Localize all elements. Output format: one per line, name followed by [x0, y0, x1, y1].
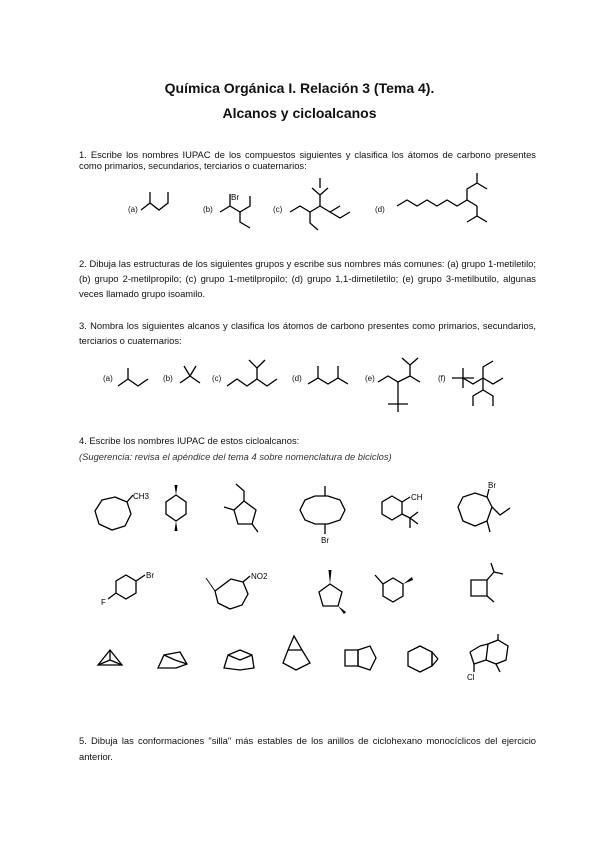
bicyclo-bridged-structure	[283, 636, 310, 670]
ex3-structure-d	[308, 366, 348, 384]
ex1-label-d: (d)	[375, 205, 385, 214]
bicyclohexane-fused-structure	[408, 646, 438, 672]
ex3-structure-b	[180, 366, 200, 383]
exercise-3-text: 3. Nombra los siguientes alcanos y clasifica los átomos de carbono presentes como primarios, secundarios, terciarios o cuaternarios:	[79, 320, 536, 346]
bromo-ethyl-cyclooctane	[458, 481, 510, 532]
nitro-label: NO2	[251, 572, 268, 581]
bromo-label-3: Br	[146, 571, 154, 580]
exercise-1-text: 1. Escribe los nombres IUPAC de los compuestos siguientes y clasifica los átomos de carbono presentes como primarios, secundarios, terciarios o cuaternarios:	[79, 149, 536, 171]
bicycloheptane-fused-structure	[345, 646, 376, 670]
exercise-2-text: 2. Dibuja las estructuras de los siguientes grupos y escribe sus nombres más comunes: (a) grupo 1-metiletilo; (b) grupo 2-metilpropilo; (c) grupo 1-metilpropilo; (d) grupo 1,1-dimetiletilo; (e) grupo 3-metilbutilo, algunas veces llamado grupo isoamilo.	[79, 258, 536, 299]
page-title: Química Orgánica I. Relación 3 (Tema 4).	[164, 80, 435, 96]
methyl-label-1: CH3	[133, 492, 150, 501]
trisubstituted-cyclopentane	[224, 484, 258, 532]
chloro-methyl-tricyclic	[467, 634, 508, 682]
bromo-atom-label: Br	[231, 193, 239, 202]
dimethyl-cyclohexane-2	[375, 575, 413, 602]
dimethylcyclohexane	[166, 485, 186, 531]
ex3-label-a: (a)	[103, 374, 113, 383]
ex3-structure-f	[452, 361, 503, 406]
exercise-4-question: 4. Escribe los nombres IUPAC de estos cicloalcanos:	[79, 435, 300, 446]
exercise-5-text: 5. Dibuja las conformaciones "silla" más estables de los anillos de ciclohexano monocíclicos del ejercicio anterior.	[79, 735, 536, 762]
ex1-structure-b	[220, 193, 250, 228]
ex3-label-d: (d)	[292, 374, 302, 383]
ex1-label-b: (b)	[203, 205, 213, 214]
ex3-label-e: (e)	[365, 374, 375, 383]
tert-butyl-cyclohexane	[382, 493, 423, 528]
dimethyl-cyclopentane	[319, 570, 346, 614]
bromo-label-2: Br	[488, 481, 496, 490]
ex3-structure-a	[118, 368, 148, 386]
ex3-label-b: (b)	[163, 374, 173, 383]
bromo-label-1: Br	[321, 536, 329, 545]
ex3-structure-e	[378, 358, 420, 412]
ex1-label-c: (c)	[273, 205, 283, 214]
chloro-label: Cl	[467, 673, 475, 682]
bicyclo-butane-structure	[98, 650, 122, 665]
ex1-structure-a	[141, 192, 168, 210]
nitro-methyl-cycloheptane	[206, 572, 268, 609]
fluoro-label: F	[101, 598, 106, 607]
ex1-structure-d	[397, 173, 487, 222]
bromo-fluoro-cyclohexane	[101, 571, 154, 607]
page-subtitle: Alcanos y cicloalcanos	[222, 105, 377, 121]
cyclobutane-isopropyl	[471, 563, 503, 602]
exercise-4-hint: (Sugerencia: revisa el apéndice del tema 4 sobre nomenclatura de biciclos)	[79, 451, 392, 462]
ex3-label-f: (f)	[438, 374, 446, 383]
norbornane-structure	[158, 652, 187, 668]
bicyclooctane-structure	[224, 650, 254, 670]
bromo-methyl-cyclodecane	[300, 486, 345, 545]
methyl-label-2: CH	[411, 493, 423, 502]
ex3-label-c: (c)	[212, 374, 222, 383]
methylcycloheptane	[95, 492, 150, 530]
ex3-structure-c	[227, 360, 277, 386]
ex1-structure-c	[290, 178, 350, 230]
ex1-label-a: (a)	[128, 205, 138, 214]
